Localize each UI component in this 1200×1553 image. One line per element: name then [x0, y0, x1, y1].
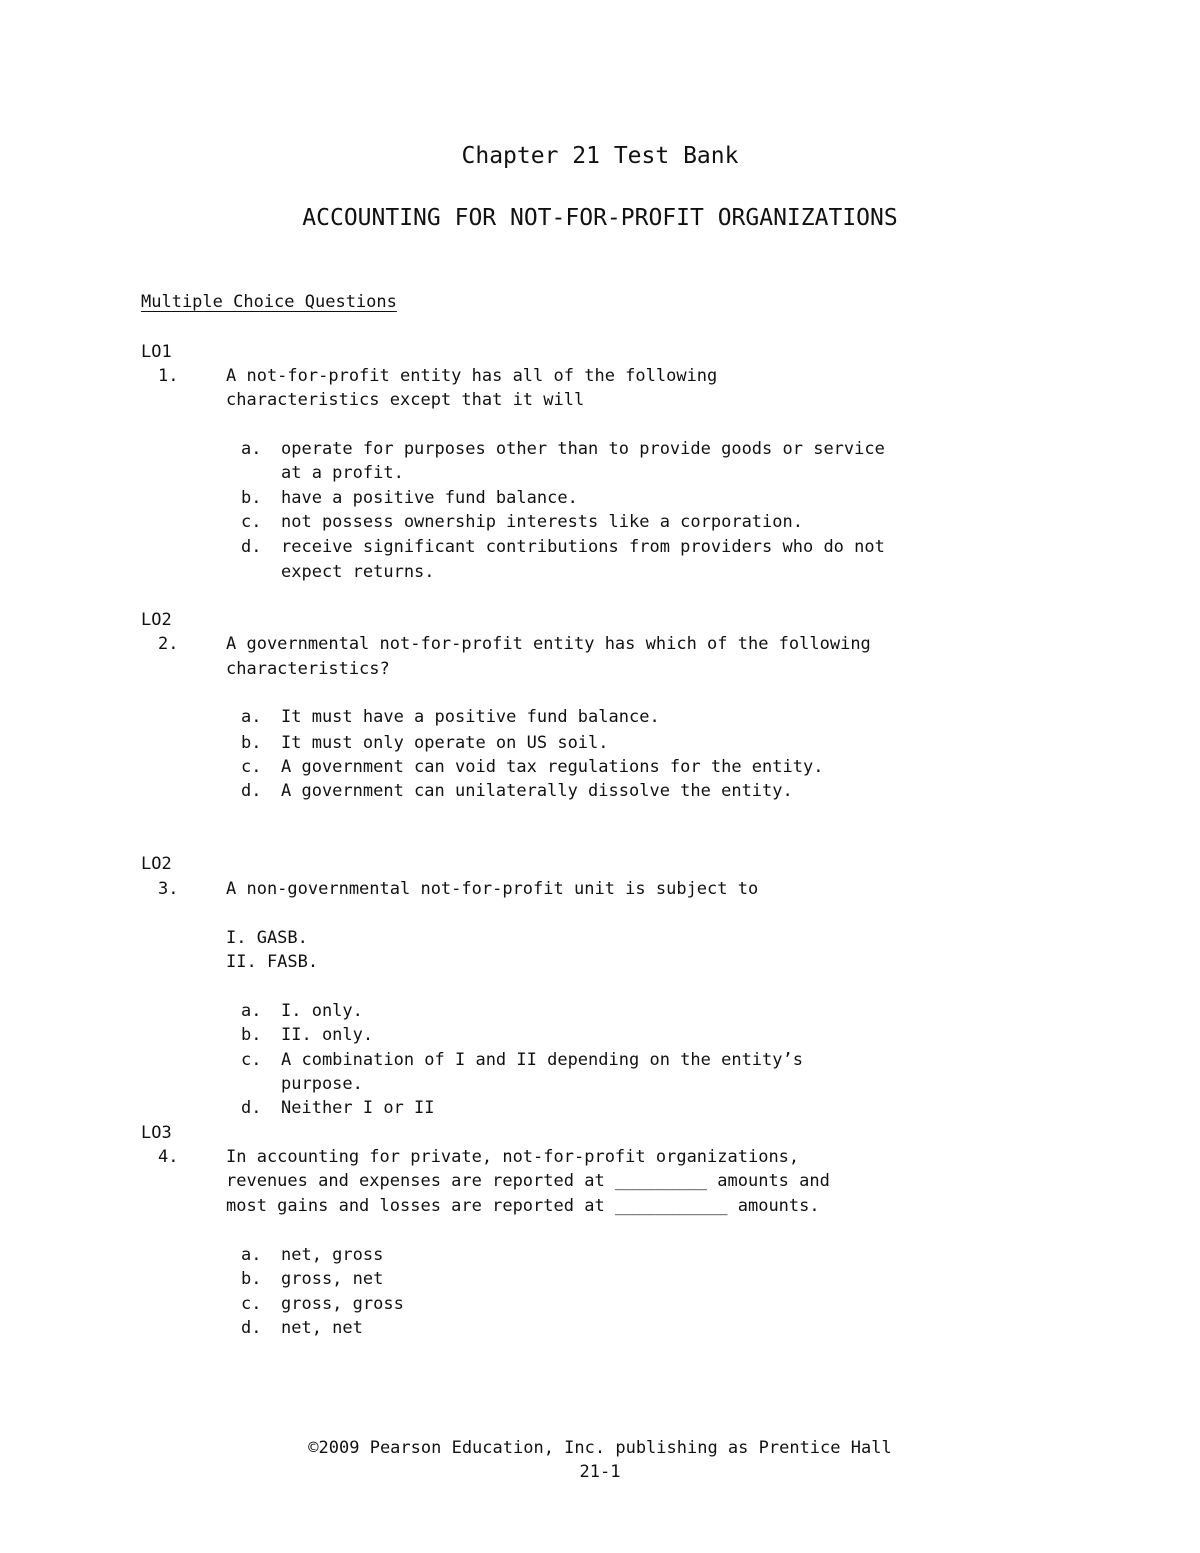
option-letter: d.: [241, 1318, 262, 1338]
question-stem-line: revenues and expenses are reported at _________ amounts and: [226, 1171, 830, 1191]
option-text: I. only.: [281, 1001, 363, 1021]
option-letter: d.: [241, 781, 262, 801]
learning-objective: LO2: [141, 610, 172, 630]
option-text: II. only.: [281, 1025, 374, 1045]
page-title: Chapter 21 Test Bank: [461, 143, 739, 169]
learning-objective: LO1: [141, 342, 172, 362]
question-stem-line: characteristics?: [226, 659, 390, 679]
option-text: have a positive fund balance.: [281, 488, 578, 508]
option-letter: c.: [241, 1050, 262, 1070]
option-text: gross, net: [281, 1269, 384, 1289]
question-number: 2.: [158, 634, 179, 654]
option-letter: b.: [241, 1025, 262, 1045]
question-stem-line: characteristics except that it will: [226, 390, 585, 410]
learning-objective: LO2: [141, 854, 172, 874]
question-stem-line: A governmental not-for-profit entity has which of the following: [226, 634, 871, 654]
option-text: not possess ownership interests like a corporation.: [281, 512, 803, 532]
option-letter: d.: [241, 537, 262, 557]
option-letter: b.: [241, 1269, 262, 1289]
option-text: A government can void tax regulations for the entity.: [281, 757, 824, 777]
option-letter: b.: [241, 733, 262, 753]
option-text: net, net: [281, 1318, 363, 1338]
roman-item: II. FASB.: [226, 952, 319, 972]
option-letter: a.: [241, 1001, 262, 1021]
option-text: A government can unilaterally dissolve the entity.: [281, 781, 793, 801]
option-text: receive significant contributions from providers who do not: [281, 537, 885, 557]
section-heading: Multiple Choice Questions: [141, 292, 397, 312]
option-text: expect returns.: [281, 562, 435, 582]
roman-item: I. GASB.: [226, 928, 308, 948]
question-stem-line: A non-governmental not-for-profit unit is subject to: [226, 879, 759, 899]
page-number: 21-1: [579, 1462, 621, 1482]
option-letter: a.: [241, 707, 262, 727]
option-text: Neither I or II: [281, 1098, 435, 1118]
option-text: It must have a positive fund balance.: [281, 707, 660, 727]
question-stem-line: most gains and losses are reported at ___________ amounts.: [226, 1196, 820, 1216]
footer-copyright: ©2009 Pearson Education, Inc. publishing as Prentice Hall: [308, 1438, 892, 1458]
option-letter: c.: [241, 757, 262, 777]
option-letter: d.: [241, 1098, 262, 1118]
option-text: A combination of I and II depending on the entity’s: [281, 1050, 803, 1070]
option-text: operate for purposes other than to provide goods or service: [281, 439, 885, 459]
option-letter: a.: [241, 439, 262, 459]
question-number: 3.: [158, 879, 179, 899]
question-stem-line: In accounting for private, not-for-profit organizations,: [226, 1147, 800, 1167]
page-subtitle: ACCOUNTING FOR NOT-FOR-PROFIT ORGANIZATIONS: [302, 205, 898, 231]
option-letter: c.: [241, 512, 262, 532]
option-letter: c.: [241, 1294, 262, 1314]
option-text: at a profit.: [281, 463, 404, 483]
option-text: It must only operate on US soil.: [281, 733, 609, 753]
question-stem-line: A not-for-profit entity has all of the following: [226, 366, 718, 386]
option-letter: b.: [241, 488, 262, 508]
question-number: 1.: [158, 366, 179, 386]
option-text: net, gross: [281, 1245, 384, 1265]
question-number: 4.: [158, 1147, 179, 1167]
option-text: purpose.: [281, 1074, 363, 1094]
learning-objective: LO3: [141, 1123, 172, 1143]
option-text: gross, gross: [281, 1294, 404, 1314]
option-letter: a.: [241, 1245, 262, 1265]
